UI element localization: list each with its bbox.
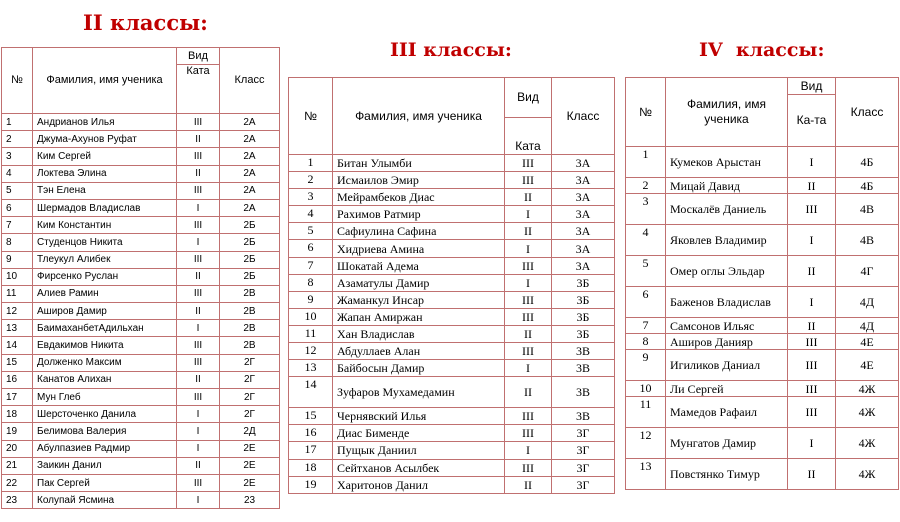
class-name: 3А <box>552 155 615 172</box>
student-name: Повстянко Тимур <box>666 459 788 490</box>
table-row <box>626 334 899 350</box>
kata-level: III <box>505 408 552 425</box>
student-name: Байбосын Дамир <box>333 360 505 377</box>
row-number: 9 <box>2 251 33 268</box>
student-name: Яковлев Владимир <box>666 225 788 256</box>
kata-level: I <box>788 287 836 318</box>
row-number: 8 <box>2 234 33 251</box>
row-number: 19 <box>289 476 333 493</box>
row-number: 17 <box>289 442 333 459</box>
student-name: Шерсточенко Данила <box>33 406 177 423</box>
table-row <box>2 114 280 131</box>
table-row <box>626 178 899 194</box>
kata-level: III <box>505 425 552 442</box>
kata-level: I <box>177 423 220 440</box>
kata-level: I <box>505 240 552 257</box>
table-row <box>2 303 280 320</box>
kata-level: III <box>177 114 220 131</box>
class-name: 3А <box>552 240 615 257</box>
class-name: 4Б <box>836 178 899 194</box>
row-number: 12 <box>626 428 666 459</box>
row-number: 2 <box>2 131 33 148</box>
student-name: Рахимов Ратмир <box>333 206 505 223</box>
kata-level: III <box>505 291 552 308</box>
table-row <box>2 492 280 509</box>
student-name: БаимаханбетАдильхан <box>33 320 177 337</box>
column-header-name: Фамилия, имя ученика <box>666 78 788 147</box>
table-row <box>289 155 615 172</box>
kata-level: III <box>505 257 552 274</box>
student-name: Пущык Даниил <box>333 442 505 459</box>
student-name: Мунгатов Дамир <box>666 428 788 459</box>
class-name: 4Г <box>836 256 899 287</box>
student-name: Ким Константин <box>33 217 177 234</box>
row-number: 6 <box>289 240 333 257</box>
student-name: Чернявский Илья <box>333 408 505 425</box>
kata-level: III <box>788 381 836 397</box>
grade-4-table <box>625 77 899 490</box>
table-row <box>2 131 280 148</box>
section-title-grade-3: III классы: <box>390 39 512 61</box>
student-name: Ким Сергей <box>33 148 177 165</box>
table-row <box>626 194 899 225</box>
student-name: Колупай Ясмина <box>33 492 177 509</box>
student-name: Тэн Елена <box>33 182 177 199</box>
kata-level: I <box>788 428 836 459</box>
student-name: Баженов Владислав <box>666 287 788 318</box>
table-row <box>289 257 615 274</box>
class-name: 4Ж <box>836 381 899 397</box>
class-name: 2В <box>220 303 280 320</box>
row-number: 1 <box>289 155 333 172</box>
grade-2-table <box>1 47 280 509</box>
student-name: Кумеков Арыстан <box>666 147 788 178</box>
student-name: Белимова Валерия <box>33 423 177 440</box>
column-header-type: Вид <box>788 78 836 95</box>
class-name: 2А <box>220 165 280 182</box>
table-row <box>2 354 280 371</box>
kata-level: III <box>788 194 836 225</box>
table-row <box>626 225 899 256</box>
kata-level: III <box>505 343 552 360</box>
table-row <box>2 148 280 165</box>
row-number: 5 <box>626 256 666 287</box>
class-name: 4Ж <box>836 459 899 490</box>
student-name: Ли Сергей <box>666 381 788 397</box>
class-name: 23 <box>220 492 280 509</box>
row-number: 22 <box>2 474 33 491</box>
row-number: 8 <box>289 274 333 291</box>
class-name: 3А <box>552 223 615 240</box>
kata-level: II <box>177 371 220 388</box>
column-header-name: Фамилия, имя ученика <box>33 48 177 114</box>
student-name: Жаманкул Инсар <box>333 291 505 308</box>
kata-level: III <box>788 350 836 381</box>
table-row <box>2 234 280 251</box>
table-row <box>289 459 615 476</box>
table-row <box>626 397 899 428</box>
kata-level: III <box>177 389 220 406</box>
kata-level: I <box>177 440 220 457</box>
student-name: Локтева Элина <box>33 165 177 182</box>
kata-level: I <box>177 492 220 509</box>
class-name: 3В <box>552 377 615 408</box>
kata-level: III <box>788 397 836 428</box>
kata-level: I <box>177 234 220 251</box>
table-row <box>626 428 899 459</box>
table-row <box>289 377 615 408</box>
class-name: 3В <box>552 408 615 425</box>
kata-level: III <box>177 285 220 302</box>
kata-level: I <box>177 320 220 337</box>
student-name: Долженко Максим <box>33 354 177 371</box>
row-number: 14 <box>2 337 33 354</box>
kata-level: II <box>788 256 836 287</box>
kata-level: II <box>505 189 552 206</box>
class-name: 2В <box>220 320 280 337</box>
kata-level: II <box>788 459 836 490</box>
class-name: 4Б <box>836 147 899 178</box>
class-name: 2Г <box>220 389 280 406</box>
student-name: Алиев Рамин <box>33 285 177 302</box>
kata-level: II <box>177 457 220 474</box>
student-name: Аширов Данияр <box>666 334 788 350</box>
table-row <box>2 389 280 406</box>
row-number: 6 <box>2 199 33 216</box>
student-name: Мамедов Рафаил <box>666 397 788 428</box>
student-name: Канатов Алихан <box>33 371 177 388</box>
student-name: Евдакимов Никита <box>33 337 177 354</box>
kata-level: II <box>788 178 836 194</box>
table-row <box>2 474 280 491</box>
row-number: 2 <box>626 178 666 194</box>
class-name: 3А <box>552 257 615 274</box>
grade-3-table <box>288 77 615 494</box>
table-row <box>2 457 280 474</box>
class-name: 4В <box>836 194 899 225</box>
class-name: 4Д <box>836 318 899 334</box>
kata-level: I <box>505 442 552 459</box>
kata-level: II <box>177 303 220 320</box>
student-name: Пак Сергей <box>33 474 177 491</box>
student-name: Хидриева Амина <box>333 240 505 257</box>
kata-level: I <box>788 147 836 178</box>
student-name: Игиликов Даниал <box>666 350 788 381</box>
table-row <box>626 256 899 287</box>
student-name: Жапан Амиржан <box>333 308 505 325</box>
class-name: 3В <box>552 343 615 360</box>
student-name: Студенцов Никита <box>33 234 177 251</box>
class-name: 3Б <box>552 325 615 342</box>
row-number: 10 <box>289 308 333 325</box>
row-number: 7 <box>626 318 666 334</box>
row-number: 15 <box>2 354 33 371</box>
row-number: 13 <box>2 320 33 337</box>
row-number: 18 <box>289 459 333 476</box>
table-row <box>2 423 280 440</box>
row-number: 6 <box>626 287 666 318</box>
student-name: Диас Бименде <box>333 425 505 442</box>
column-header-class: Класс <box>552 78 615 155</box>
class-name: 2А <box>220 148 280 165</box>
row-number: 12 <box>2 303 33 320</box>
class-name: 3В <box>552 360 615 377</box>
kata-level: III <box>177 337 220 354</box>
kata-level: II <box>505 325 552 342</box>
student-name: Битан Улымби <box>333 155 505 172</box>
student-name: Хан Владислав <box>333 325 505 342</box>
table-row <box>626 350 899 381</box>
kata-level: I <box>505 274 552 291</box>
row-number: 15 <box>289 408 333 425</box>
student-name: Мейрамбеков Диас <box>333 189 505 206</box>
class-name: 2А <box>220 182 280 199</box>
column-header-class: Класс <box>836 78 899 147</box>
class-name: 2Г <box>220 406 280 423</box>
class-name: 2Б <box>220 234 280 251</box>
table-row <box>289 408 615 425</box>
table-row <box>289 189 615 206</box>
row-number: 9 <box>289 291 333 308</box>
student-name: Мун Глеб <box>33 389 177 406</box>
table-row <box>289 360 615 377</box>
table-row <box>289 476 615 493</box>
row-number: 14 <box>289 377 333 408</box>
row-number: 18 <box>2 406 33 423</box>
kata-level: II <box>788 318 836 334</box>
table-row <box>626 381 899 397</box>
student-name: Андрианов Илья <box>33 114 177 131</box>
table-row <box>626 318 899 334</box>
table-row <box>289 325 615 342</box>
class-name: 2Б <box>220 251 280 268</box>
kata-level: III <box>505 308 552 325</box>
section-title-grade-2: II классы: <box>83 10 208 35</box>
table-row <box>2 285 280 302</box>
class-name: 3Г <box>552 476 615 493</box>
class-name: 2Г <box>220 354 280 371</box>
row-number: 11 <box>289 325 333 342</box>
class-name: 2Б <box>220 268 280 285</box>
table-row <box>626 459 899 490</box>
class-name: 3Г <box>552 425 615 442</box>
class-name: 2А <box>220 114 280 131</box>
row-number: 12 <box>289 343 333 360</box>
class-name: 4Ж <box>836 428 899 459</box>
student-name: Азаматулы Дамир <box>333 274 505 291</box>
row-number: 13 <box>626 459 666 490</box>
table-row <box>289 206 615 223</box>
table-row <box>289 274 615 291</box>
table-row <box>2 182 280 199</box>
table-row <box>2 251 280 268</box>
column-header-type: Вид <box>505 78 552 118</box>
student-name: Мицай Давид <box>666 178 788 194</box>
column-header-number: № <box>2 48 33 114</box>
student-name: Шокатай Адема <box>333 257 505 274</box>
table-row <box>2 268 280 285</box>
row-number: 7 <box>289 257 333 274</box>
column-header-type: Вид <box>177 48 220 65</box>
column-header-kata: Ка-та <box>788 95 836 147</box>
table-row <box>2 440 280 457</box>
student-name: Харитонов Данил <box>333 476 505 493</box>
class-name: 3Г <box>552 459 615 476</box>
student-name: Сейтханов Асылбек <box>333 459 505 476</box>
class-name: 4Е <box>836 350 899 381</box>
row-number: 3 <box>626 194 666 225</box>
student-name: Абулпазиев Радмир <box>33 440 177 457</box>
student-name: Исмаилов Эмир <box>333 172 505 189</box>
class-name: 3Б <box>552 291 615 308</box>
class-name: 4Е <box>836 334 899 350</box>
class-name: 3А <box>552 189 615 206</box>
kata-level: I <box>505 360 552 377</box>
row-number: 1 <box>2 114 33 131</box>
class-name: 3Б <box>552 274 615 291</box>
row-number: 10 <box>2 268 33 285</box>
student-name: Джума-Ахунов Руфат <box>33 131 177 148</box>
student-name: Аширов Дамир <box>33 303 177 320</box>
kata-level: II <box>177 131 220 148</box>
row-number: 16 <box>2 371 33 388</box>
row-number: 3 <box>289 189 333 206</box>
class-name: 4В <box>836 225 899 256</box>
row-number: 19 <box>2 423 33 440</box>
table-row <box>626 287 899 318</box>
student-name: Самсонов Ильяс <box>666 318 788 334</box>
table-row <box>2 337 280 354</box>
table-row <box>626 147 899 178</box>
table-row <box>289 343 615 360</box>
row-number: 11 <box>2 285 33 302</box>
class-name: 2Е <box>220 474 280 491</box>
row-number: 23 <box>2 492 33 509</box>
row-number: 9 <box>626 350 666 381</box>
class-name: 3Г <box>552 442 615 459</box>
row-number: 8 <box>626 334 666 350</box>
class-name: 2В <box>220 285 280 302</box>
student-name: Тлеукул Алибек <box>33 251 177 268</box>
student-name: Заикин Данил <box>33 457 177 474</box>
class-name: 4Ж <box>836 397 899 428</box>
student-name: Шермадов Владислав <box>33 199 177 216</box>
class-name: 2А <box>220 131 280 148</box>
table-row <box>2 320 280 337</box>
kata-level: III <box>505 172 552 189</box>
kata-level: III <box>788 334 836 350</box>
class-name: 2Б <box>220 217 280 234</box>
table-row <box>2 371 280 388</box>
row-number: 10 <box>626 381 666 397</box>
class-name: 2А <box>220 199 280 216</box>
row-number: 11 <box>626 397 666 428</box>
kata-level: II <box>505 377 552 408</box>
table-row <box>2 406 280 423</box>
row-number: 4 <box>289 206 333 223</box>
class-name: 3А <box>552 172 615 189</box>
student-name: Омер оглы Эльдар <box>666 256 788 287</box>
row-number: 1 <box>626 147 666 178</box>
class-name: 3Б <box>552 308 615 325</box>
class-name: 2Д <box>220 423 280 440</box>
kata-level: III <box>177 474 220 491</box>
kata-level: III <box>177 148 220 165</box>
row-number: 2 <box>289 172 333 189</box>
student-name: Абдуллаев Алан <box>333 343 505 360</box>
row-number: 16 <box>289 425 333 442</box>
column-header-name: Фамилия, имя ученика <box>333 78 505 155</box>
student-name: Сафиулина Сафина <box>333 223 505 240</box>
column-header-kata: Ката <box>177 65 220 114</box>
table-row <box>289 308 615 325</box>
student-name: Фирсенко Руслан <box>33 268 177 285</box>
student-name: Зуфаров Мухамедамин <box>333 377 505 408</box>
column-header-class: Класс <box>220 48 280 114</box>
table-row <box>289 291 615 308</box>
class-name: 2Е <box>220 440 280 457</box>
row-number: 7 <box>2 217 33 234</box>
row-number: 5 <box>2 182 33 199</box>
table-row <box>289 223 615 240</box>
row-number: 13 <box>289 360 333 377</box>
row-number: 21 <box>2 457 33 474</box>
table-row <box>2 217 280 234</box>
kata-level: III <box>505 155 552 172</box>
section-title-grade-4: IV классы: <box>699 39 825 61</box>
row-number: 4 <box>2 165 33 182</box>
class-name: 2Е <box>220 457 280 474</box>
table-row <box>289 172 615 189</box>
kata-level: II <box>505 223 552 240</box>
table-row <box>289 425 615 442</box>
table-row <box>289 240 615 257</box>
class-name: 2В <box>220 337 280 354</box>
row-number: 3 <box>2 148 33 165</box>
kata-level: I <box>505 206 552 223</box>
kata-level: III <box>177 354 220 371</box>
kata-level: III <box>177 182 220 199</box>
row-number: 5 <box>289 223 333 240</box>
kata-level: III <box>177 251 220 268</box>
kata-level: II <box>177 268 220 285</box>
student-name: Москалёв Даниель <box>666 194 788 225</box>
class-name: 4Д <box>836 287 899 318</box>
column-header-number: № <box>626 78 666 147</box>
class-name: 2Г <box>220 371 280 388</box>
row-number: 17 <box>2 389 33 406</box>
kata-level: III <box>505 459 552 476</box>
class-name: 3А <box>552 206 615 223</box>
kata-level: I <box>177 199 220 216</box>
row-number: 4 <box>626 225 666 256</box>
kata-level: III <box>177 217 220 234</box>
column-header-number: № <box>289 78 333 155</box>
kata-level: I <box>788 225 836 256</box>
table-row <box>2 165 280 182</box>
row-number: 20 <box>2 440 33 457</box>
column-header-kata: Ката <box>505 117 552 155</box>
kata-level: I <box>177 406 220 423</box>
kata-level: II <box>177 165 220 182</box>
table-row <box>2 199 280 216</box>
kata-level: II <box>505 476 552 493</box>
table-row <box>289 442 615 459</box>
